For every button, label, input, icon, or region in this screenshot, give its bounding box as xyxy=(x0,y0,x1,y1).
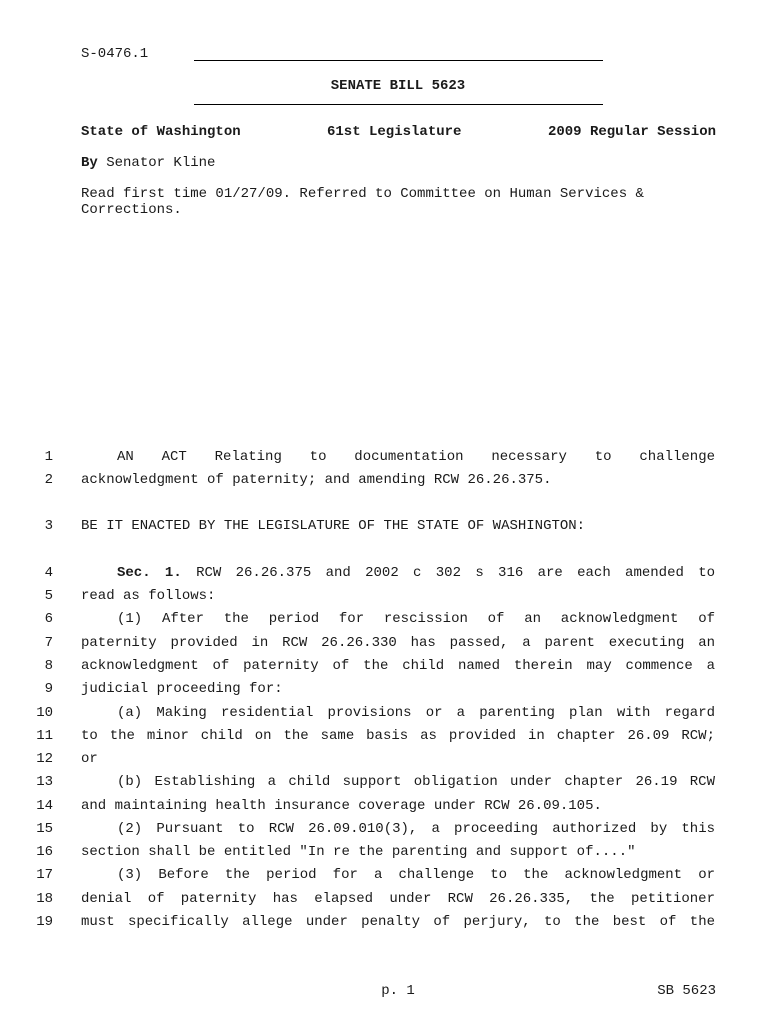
line-text: to the minor child on the same basis as provided in chapter 26.09 RCW; xyxy=(81,728,715,744)
line-number: 19 xyxy=(36,914,53,930)
section-text: RCW 26.26.375 and 2002 c 302 s 316 are each amended to xyxy=(196,565,716,581)
line-text: (a) Making residential provisions or a parenting plan with regard xyxy=(117,705,715,721)
line-number: 3 xyxy=(44,518,53,534)
line-text: acknowledgment of paternity; and amending RCW 26.26.375. xyxy=(81,472,552,488)
line-number: 8 xyxy=(44,658,53,674)
line-number: 17 xyxy=(36,867,53,883)
line-text: AN ACT Relating to documentation necessary to challenge xyxy=(117,449,715,465)
line-number: 6 xyxy=(44,611,53,627)
bill-title: SENATE BILL 5623 xyxy=(330,78,466,94)
line-text: must specifically allege under penalty of perjury, to the best of the xyxy=(81,914,715,930)
line-number: 5 xyxy=(44,588,53,604)
line-text: (b) Establishing a child support obligation under chapter 26.19 RCW xyxy=(117,774,715,790)
read-first-time-line1: Read first time 01/27/09. Referred to Committee on Human Services & xyxy=(81,186,644,202)
line-number: 11 xyxy=(36,728,53,744)
document-id: S-0476.1 xyxy=(81,46,149,62)
session-name: 2009 Regular Session xyxy=(547,124,716,140)
line-text: paternity provided in RCW 26.26.330 has passed, a parent executing an xyxy=(81,635,715,651)
sponsor-line xyxy=(81,155,215,171)
line-number: 7 xyxy=(44,635,53,651)
line-text: or xyxy=(81,751,98,767)
line-text: (3) Before the period for a challenge to the acknowledgment or xyxy=(117,867,715,883)
read-first-time-line2: Corrections. xyxy=(81,202,182,218)
line-text: denial of paternity has elapsed under RCW 26.26.335, the petitioner xyxy=(81,891,715,907)
line-text: BE IT ENACTED BY THE LEGISLATURE OF THE STATE OF WASHINGTON: xyxy=(81,518,586,534)
bill-footer-id: SB 5623 xyxy=(657,983,716,999)
line-number: 1 xyxy=(44,449,53,465)
line-number: 18 xyxy=(36,891,53,907)
line-number: 14 xyxy=(36,798,53,814)
state-name: State of Washington xyxy=(81,124,241,140)
line-number: 16 xyxy=(36,844,53,860)
sponsor-label: By xyxy=(81,155,98,171)
line-number: 15 xyxy=(36,821,53,837)
line-number: 12 xyxy=(36,751,53,767)
line-text: read as follows: xyxy=(81,588,216,604)
line-text: and maintaining health insurance coverage under RCW 26.09.105. xyxy=(81,798,602,814)
section-label: Sec. 1. xyxy=(117,565,182,581)
line-text: (2) Pursuant to RCW 26.09.010(3), a proceeding authorized by this xyxy=(117,821,715,837)
legislature-name: 61st Legislature xyxy=(327,124,462,140)
line-text: judicial proceeding for: xyxy=(81,681,283,697)
line-number: 2 xyxy=(44,472,53,488)
line-text: section shall be entitled "In re the parenting and support of...." xyxy=(81,844,636,860)
line-number: 13 xyxy=(36,774,53,790)
header-rule-top xyxy=(194,60,603,61)
page-number: p. 1 xyxy=(381,983,415,999)
line-text xyxy=(81,565,715,581)
line-number: 9 xyxy=(44,681,53,697)
line-text: acknowledgment of paternity of the child named therein may commence a xyxy=(81,658,715,674)
sponsor-name: Senator Kline xyxy=(106,155,216,171)
line-number: 4 xyxy=(44,565,53,581)
header-rule-bottom xyxy=(194,104,603,105)
line-text: (1) After the period for rescission of an acknowledgment of xyxy=(117,611,715,627)
line-number: 10 xyxy=(36,705,53,721)
